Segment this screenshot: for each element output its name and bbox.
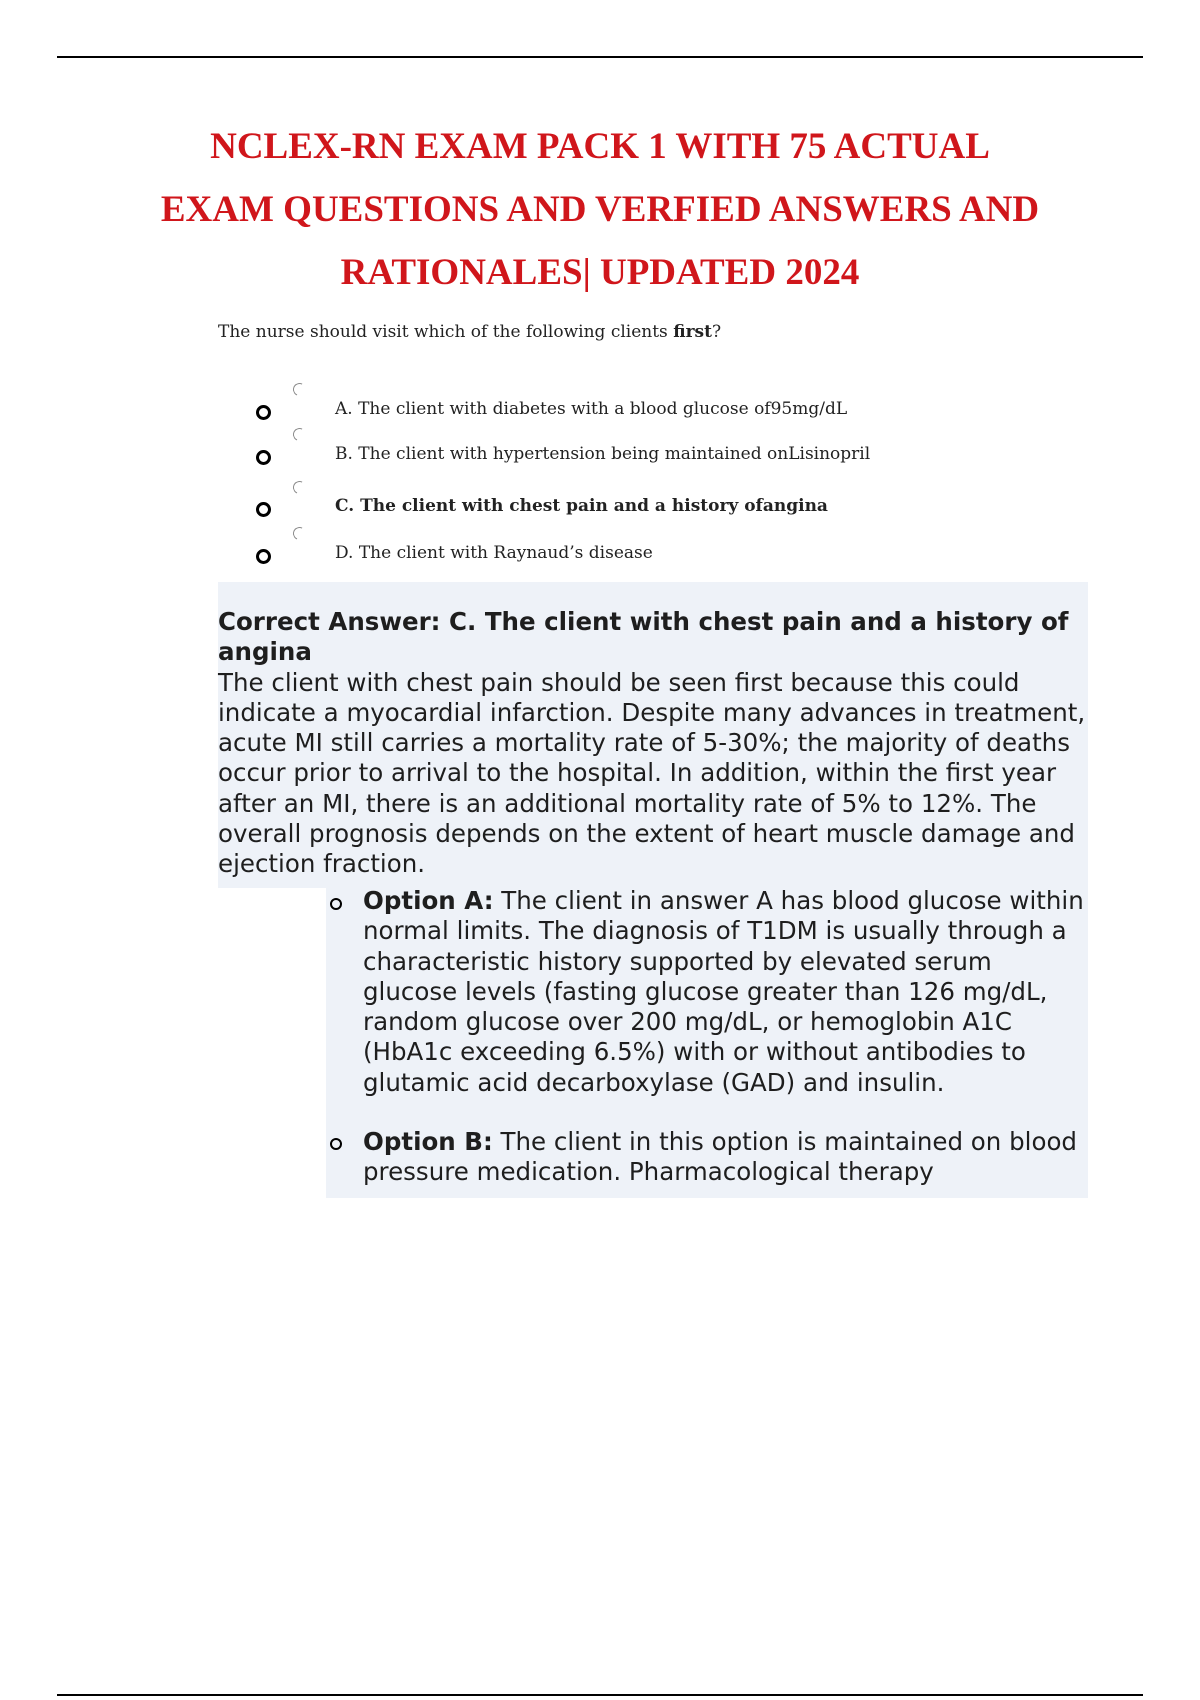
bullet-icon (256, 549, 271, 564)
rationale-option-b (363, 1127, 1088, 1188)
radio-icon[interactable] (291, 426, 308, 443)
option-c-label: C. The client with chest pain and a history ofangina (335, 496, 828, 516)
option-a-label: A. The client with diabetes with a blood glucose of95mg/dL (335, 399, 848, 419)
rationale-option-a (363, 886, 1088, 1098)
rationale-text: The client in answer A has blood glucose within normal limits. The diagnosis of T1DM is usually through a characteristic history supported by elevated serum glucose levels (fasting glucose greater than 126 mg/dL, random glucose over 200 mg/dL, or hemoglobin A1C (HbA1c exceeding 6.5%) with or without antibodies to glutamic acid decarboxylase (GAD) and insulin. (363, 886, 1084, 1097)
bottom-rule (57, 1694, 1143, 1696)
rationale-label: Option A: (363, 886, 494, 915)
option-a[interactable] (0, 380, 1200, 420)
answer-block (218, 607, 1088, 880)
radio-icon[interactable] (291, 381, 308, 398)
bullet-icon (256, 405, 271, 420)
radio-icon[interactable] (291, 525, 308, 542)
answer-body: The client with chest pain should be seen first because this could indicate a myocardial infarction. Despite many advances in treatment, acute MI still carries a mortality rate of 5-30%; the majority of deaths occur prior to arrival to the hospital. In addition, within the first year after an MI, there is an additional mortality rate of 5% to 12%. The overall prognosis depends on the extent of heart muscle damage and ejection fraction. (218, 667, 1086, 879)
option-c[interactable] (0, 478, 1200, 518)
document-title: NCLEX-RN EXAM PACK 1 WITH 75 ACTUAL EXAM QUESTIONS AND VERFIED ANSWERS AND RATIONALES| UPDATED 2024 (160, 126, 1040, 293)
question-prefix: The nurse should visit which of the following clients (218, 322, 674, 342)
question-suffix: ? (711, 322, 722, 342)
bullet-icon (330, 1138, 342, 1150)
option-b-label: B. The client with hypertension being maintained onLisinopril (335, 444, 871, 464)
option-d-label: D. The client with Raynaud’s disease (335, 543, 653, 563)
top-rule (57, 56, 1143, 58)
question-text (218, 322, 721, 342)
question-emphasis: first (673, 322, 712, 342)
option-b[interactable] (0, 425, 1200, 465)
radio-icon[interactable] (291, 479, 308, 496)
answer-heading: Correct Answer: C. The client with chest pain and a history of angina (218, 607, 1069, 667)
bullet-icon (256, 450, 271, 465)
bullet-icon (256, 502, 271, 517)
rationale-label: Option B: (363, 1127, 493, 1156)
option-d[interactable] (0, 524, 1200, 564)
bullet-icon (330, 898, 342, 910)
rationale-text: The client in this option is maintained on blood pressure medication. Pharmacological therapy (363, 1127, 1077, 1187)
